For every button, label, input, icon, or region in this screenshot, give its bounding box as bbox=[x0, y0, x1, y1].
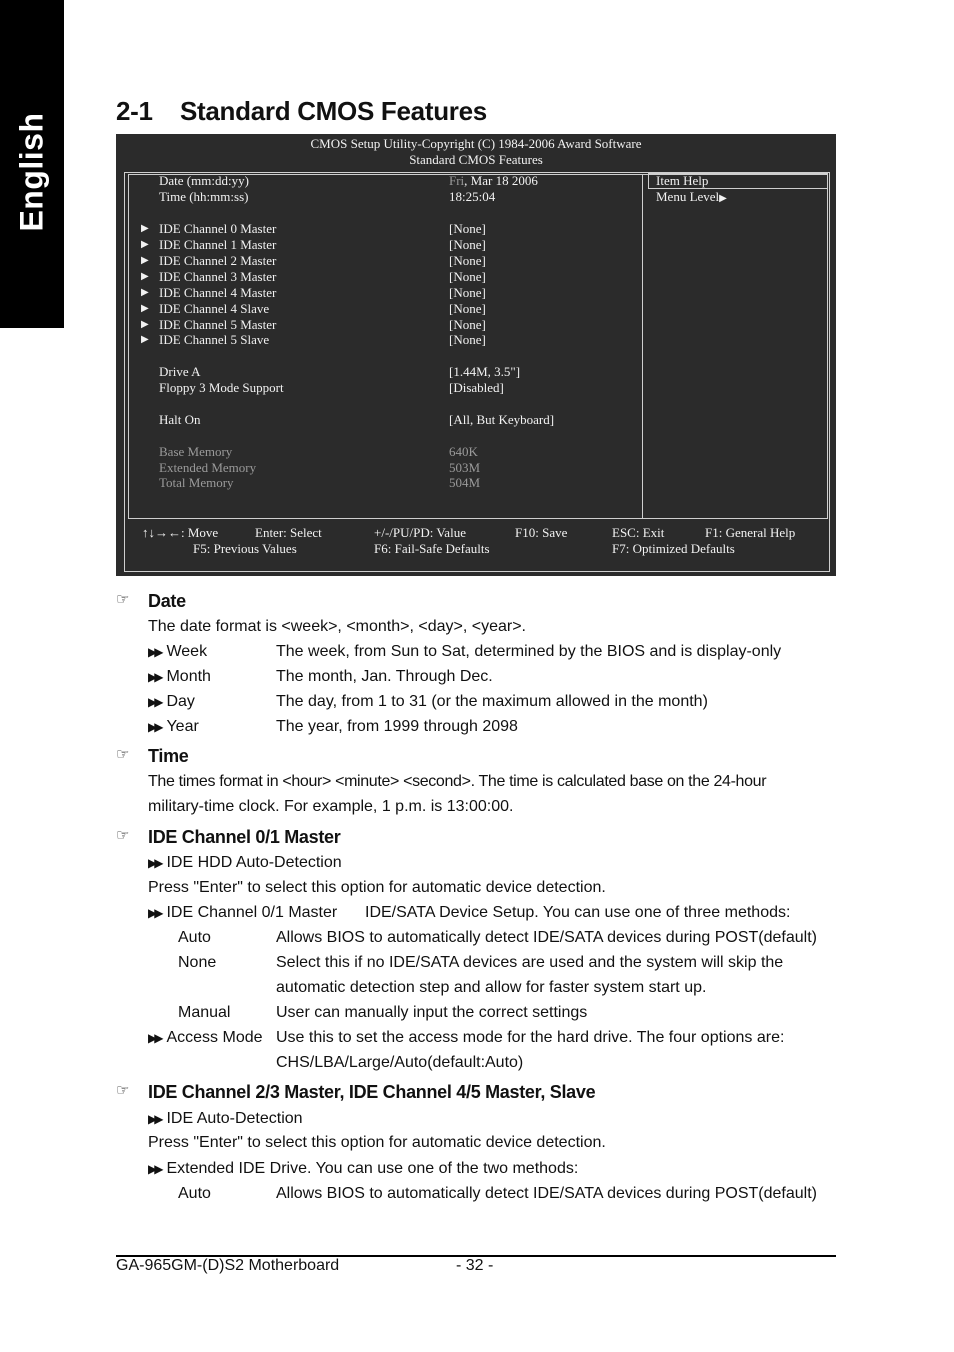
submenu-arrow-icon: ▶ bbox=[141, 334, 149, 345]
footer-f10: F10: Save bbox=[515, 525, 568, 540]
menu-level-arrow-icon: ▶ bbox=[719, 193, 727, 204]
ide25-auto-term: Auto bbox=[178, 1185, 211, 1202]
item-help-title: Item Help bbox=[656, 173, 709, 188]
footer-move: ↑↓→←: Move bbox=[142, 525, 219, 540]
footer-model: GA-965GM-(D)S2 Motherboard bbox=[116, 1257, 340, 1274]
total-memory-label: Total Memory bbox=[159, 475, 234, 490]
base-memory-value: 640K bbox=[449, 444, 478, 459]
submenu-arrow-icon: ▶ bbox=[141, 319, 149, 330]
ide01-press: Press "Enter" to select this option for automatic device detection. bbox=[148, 879, 606, 896]
double-arrow-icon: ▶▶ bbox=[148, 695, 161, 709]
base-memory-label: Base Memory bbox=[159, 444, 233, 459]
date-item-desc: The year, from 1999 through 2098 bbox=[276, 718, 518, 735]
ide-item-value[interactable]: [None] bbox=[449, 237, 486, 252]
ide-item-value[interactable]: [None] bbox=[449, 221, 486, 236]
date-label: Date (mm:dd:yy) bbox=[159, 173, 249, 188]
date-item-month bbox=[148, 667, 211, 687]
ide-item-value[interactable]: [None] bbox=[449, 253, 486, 268]
ide01-sub bbox=[148, 853, 342, 873]
pointing-hand-icon: ☞ bbox=[116, 1082, 130, 1099]
double-arrow-icon: ▶▶ bbox=[148, 856, 161, 870]
ide25-auto-desc: Allows BIOS to automatically detect IDE/SATA devices during POST(default) bbox=[276, 1185, 817, 1202]
submenu-arrow-icon: ▶ bbox=[141, 271, 149, 282]
date-item-desc: The week, from Sun to Sat, determined by the BIOS and is display-only bbox=[276, 643, 782, 660]
date-item-term: Day bbox=[166, 693, 195, 710]
date-day: Fri bbox=[449, 173, 465, 188]
floppy-mode-value[interactable]: [Disabled] bbox=[449, 380, 504, 395]
ide01-manual-term: Manual bbox=[178, 1004, 231, 1021]
footer-esc: ESC: Exit bbox=[612, 525, 665, 540]
double-arrow-icon: ▶▶ bbox=[148, 1031, 161, 1045]
submenu-arrow-icon: ▶ bbox=[141, 303, 149, 314]
ide-item-value[interactable]: [None] bbox=[449, 301, 486, 316]
ide-item-label[interactable]: IDE Channel 4 Master bbox=[159, 285, 277, 300]
date-item-week bbox=[148, 642, 207, 662]
extended-memory-value: 503M bbox=[449, 460, 481, 475]
time-value[interactable]: 18:25:04 bbox=[449, 189, 496, 204]
footer-f7: F7: Optimized Defaults bbox=[612, 541, 735, 556]
ide-item-value[interactable]: [None] bbox=[449, 317, 486, 332]
date-section-title: Date bbox=[148, 591, 186, 611]
date-intro: The date format is <week>, <month>, <day>, <year>. bbox=[148, 618, 526, 635]
menu-level bbox=[656, 189, 727, 207]
date-item-desc: The month, Jan. Through Dec. bbox=[276, 668, 493, 685]
time-label: Time (hh:mm:ss) bbox=[159, 189, 249, 204]
side-tab-label: English bbox=[13, 112, 50, 232]
ide-item-label[interactable]: IDE Channel 5 Slave bbox=[159, 332, 270, 347]
drive-a-label: Drive A bbox=[159, 364, 201, 379]
date-item-term: Year bbox=[166, 718, 199, 735]
bios-footer-divider bbox=[128, 518, 828, 519]
pointing-hand-icon: ☞ bbox=[116, 591, 130, 608]
date-item-desc: The day, from 1 to 31 (or the maximum allowed in the month) bbox=[276, 693, 708, 710]
bios-header bbox=[116, 136, 836, 168]
halt-on-value[interactable]: [All, But Keyboard] bbox=[449, 412, 555, 427]
submenu-arrow-icon: ▶ bbox=[141, 287, 149, 298]
time-section-title: Time bbox=[148, 746, 189, 766]
ide01-auto-desc: Allows BIOS to automatically detect IDE/SATA devices during POST(default) bbox=[276, 929, 817, 946]
submenu-arrow-icon: ▶ bbox=[141, 223, 149, 234]
ide01-access-term: Access Mode bbox=[166, 1029, 263, 1046]
ide25-sub-label: IDE Auto-Detection bbox=[166, 1110, 303, 1127]
submenu-arrow-icon: ▶ bbox=[141, 239, 149, 250]
ide-item-label[interactable]: IDE Channel 2 Master bbox=[159, 253, 277, 268]
ide01-none-term: None bbox=[178, 954, 217, 971]
ide01-none-desc2: automatic detection step and allow for faster system start up. bbox=[276, 979, 707, 996]
date-rest: , Mar 18 2006 bbox=[464, 173, 538, 188]
ide25-press: Press "Enter" to select this option for automatic device detection. bbox=[148, 1134, 606, 1151]
ide01-manual-desc: User can manually input the correct settings bbox=[276, 1004, 588, 1021]
section-number: 2-1 bbox=[116, 96, 153, 126]
ide01-setup bbox=[148, 903, 337, 923]
menu-level-label: Menu Level bbox=[656, 189, 720, 204]
total-memory-value: 504M bbox=[449, 475, 481, 490]
date-value[interactable] bbox=[449, 173, 538, 189]
footer-f6: F6: Fail-Safe Defaults bbox=[374, 541, 490, 556]
ide01-setup-term: IDE Channel 0/1 Master bbox=[166, 904, 338, 921]
bios-screen bbox=[116, 134, 836, 576]
ide-item-value[interactable]: [None] bbox=[449, 332, 486, 347]
ide25-section-title: IDE Channel 2/3 Master, IDE Channel 4/5 Master, Slave bbox=[148, 1082, 596, 1102]
double-arrow-icon: ▶▶ bbox=[148, 906, 161, 920]
section-title: Standard CMOS Features bbox=[180, 96, 487, 126]
page-number: - 32 - bbox=[456, 1257, 494, 1274]
double-arrow-icon: ▶▶ bbox=[148, 1112, 161, 1126]
ide-item-label[interactable]: IDE Channel 0 Master bbox=[159, 221, 277, 236]
ide01-access bbox=[148, 1028, 263, 1048]
ide25-sub bbox=[148, 1109, 303, 1129]
halt-on-label: Halt On bbox=[159, 412, 201, 427]
double-arrow-icon: ▶▶ bbox=[148, 670, 161, 684]
submenu-arrow-icon: ▶ bbox=[141, 255, 149, 266]
date-item-term: Week bbox=[166, 643, 208, 660]
ide01-auto-term: Auto bbox=[178, 929, 211, 946]
time-desc-line1: The times format in <hour> <minute> <second>. The time is calculated base on the 24-hour bbox=[148, 773, 767, 790]
ide01-sub-label: IDE HDD Auto-Detection bbox=[166, 854, 342, 871]
ide-item-label[interactable]: IDE Channel 5 Master bbox=[159, 317, 277, 332]
ide01-setup-desc: IDE/SATA Device Setup. You can use one of three methods: bbox=[365, 904, 791, 921]
ide-item-value[interactable]: [None] bbox=[449, 285, 486, 300]
double-arrow-icon: ▶▶ bbox=[148, 720, 161, 734]
double-arrow-icon: ▶▶ bbox=[148, 1162, 161, 1176]
time-desc-line2: military-time clock. For example, 1 p.m. is 13:00:00. bbox=[148, 798, 514, 815]
date-item-year bbox=[148, 717, 199, 737]
ide01-none-desc1: Select this if no IDE/SATA devices are used and the system will skip the bbox=[276, 954, 784, 971]
ide-item-label[interactable]: IDE Channel 1 Master bbox=[159, 237, 277, 252]
language-side-tab bbox=[0, 0, 64, 328]
footer-f5: F5: Previous Values bbox=[193, 541, 297, 556]
extended-memory-label: Extended Memory bbox=[159, 460, 257, 475]
drive-a-value[interactable]: [1.44M, 3.5"] bbox=[449, 364, 521, 379]
ide01-section-title: IDE Channel 0/1 Master bbox=[148, 827, 341, 847]
section-heading bbox=[116, 96, 487, 127]
footer-value: +/-/PU/PD: Value bbox=[374, 525, 466, 540]
ide-item-label[interactable]: IDE Channel 3 Master bbox=[159, 269, 277, 284]
ide-item-label[interactable]: IDE Channel 4 Slave bbox=[159, 301, 270, 316]
footer-f1: F1: General Help bbox=[705, 525, 796, 540]
ide01-access-desc1: Use this to set the access mode for the hard drive. The four options are: bbox=[276, 1029, 785, 1046]
pointing-hand-icon: ☞ bbox=[116, 827, 130, 844]
ide01-access-desc2: CHS/LBA/Large/Auto(default:Auto) bbox=[276, 1054, 524, 1071]
bios-header-line2: Standard CMOS Features bbox=[409, 152, 543, 167]
bios-divider bbox=[642, 174, 643, 519]
pointing-hand-icon: ☞ bbox=[116, 746, 130, 763]
double-arrow-icon: ▶▶ bbox=[148, 645, 161, 659]
bios-header-line1: CMOS Setup Utility-Copyright (C) 1984-2006 Award Software bbox=[310, 136, 642, 151]
ide25-ext-label: Extended IDE Drive. You can use one of the two methods: bbox=[166, 1160, 579, 1177]
floppy-mode-label: Floppy 3 Mode Support bbox=[159, 380, 284, 395]
ide-item-value[interactable]: [None] bbox=[449, 269, 486, 284]
date-item-day bbox=[148, 692, 195, 712]
ide25-ext bbox=[148, 1159, 578, 1179]
date-item-term: Month bbox=[166, 668, 211, 685]
footer-enter: Enter: Select bbox=[255, 525, 322, 540]
